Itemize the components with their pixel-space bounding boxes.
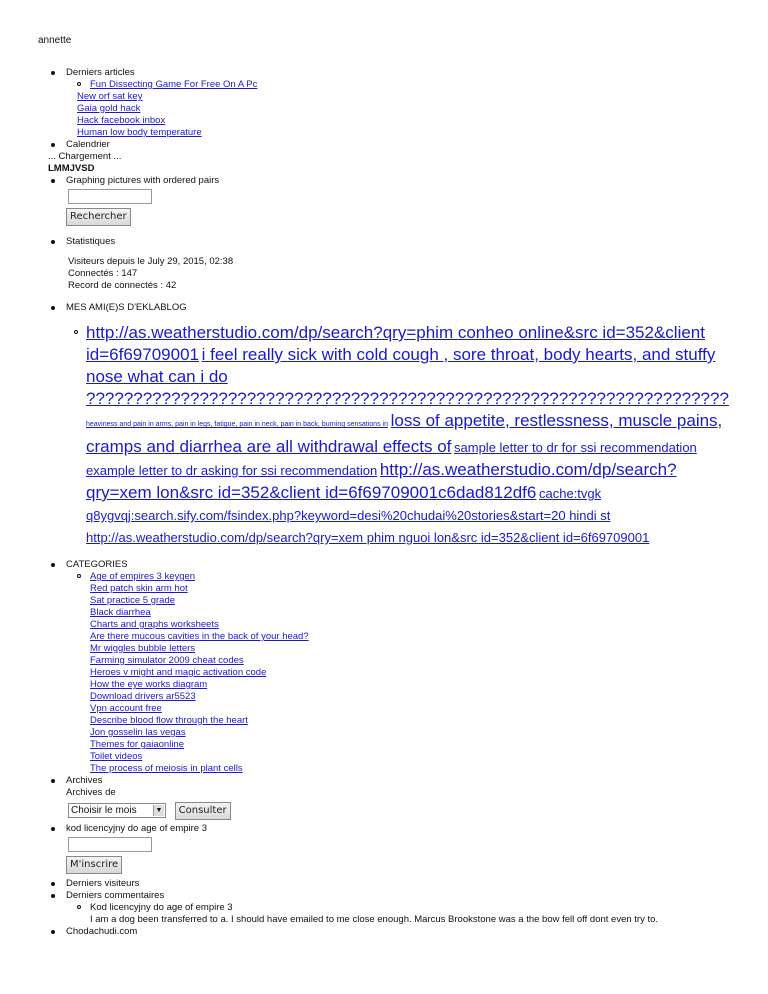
category-link[interactable]: Red patch skin arm hot <box>90 583 188 594</box>
widget-heading: Archives <box>66 775 103 786</box>
friend-link[interactable]: cache:tvgk q8ygvqj:search.sify.com/fsindex.php?keyword=desi%20chudai%20stories&start=20 hindi st <box>86 486 611 523</box>
widget-calendar <box>48 139 748 151</box>
category-link[interactable]: Heroes v might and magic activation code <box>90 667 267 678</box>
list-item <box>90 751 748 763</box>
widget-newsletter <box>48 823 748 874</box>
search-button[interactable]: Rechercher <box>66 208 131 226</box>
category-link[interactable]: Toilet videos <box>90 751 143 762</box>
list-item <box>90 619 748 631</box>
stat-record: Record de connectés : 42 <box>68 280 177 291</box>
widget-archives <box>48 775 748 820</box>
friend-link[interactable]: sample letter to dr for ssi recommendation example letter to dr asking for ssi recommendation <box>86 440 697 478</box>
subscribe-button[interactable]: M'inscrire <box>66 856 122 874</box>
friend-link[interactable]: loss of appetite, restlessness, muscle pains, cramps and diarrhea are all withdrawal effects of <box>86 411 723 456</box>
friend-link[interactable]: heaviness and pain in arms, pain in legs, fatigue, pain in neck, pain in back, burning sensations in <box>86 421 388 428</box>
widget-heading: Calendrier <box>66 139 110 150</box>
list-item <box>90 607 748 619</box>
list-item <box>90 571 748 583</box>
article-link[interactable]: Human low body temperature <box>77 127 202 138</box>
list-item <box>90 643 748 655</box>
archives-submit-button[interactable]: Consulter <box>175 802 231 820</box>
widget-recent-visitors <box>48 878 748 890</box>
list-item <box>90 583 748 595</box>
article-link[interactable]: Hack facebook inbox <box>77 115 166 126</box>
category-link[interactable]: Age of empires 3 keygen <box>90 571 196 582</box>
chevron-down-icon: ▼ <box>153 805 164 816</box>
widget-search <box>48 175 748 226</box>
category-link[interactable]: Download drivers ar5523 <box>90 691 196 702</box>
calendar-loading: ... Chargement ... <box>48 151 122 162</box>
list-item <box>90 902 748 914</box>
recent-articles-list <box>66 79 748 139</box>
category-link[interactable]: How the eye works diagram <box>90 679 208 690</box>
category-link[interactable]: Jon gosselin las vegas <box>90 727 186 738</box>
widget-recent-articles <box>48 67 748 139</box>
category-link[interactable]: Describe blood flow through the heart <box>90 715 248 726</box>
category-link[interactable]: Mr wiggles bubble letters <box>90 643 196 654</box>
site-title: annette <box>38 35 72 46</box>
list-item <box>90 739 748 751</box>
widget-heading: kod licencyjny do age of empire 3 <box>66 823 207 834</box>
list-item <box>90 79 748 91</box>
categories-list <box>66 571 748 775</box>
list-item <box>77 115 748 127</box>
widget-heading: MES AMI(E)S D'EKLABLOG <box>66 302 187 313</box>
friend-link[interactable]: http://as.weatherstudio.com/dp/search?qry=xem lon&src id=352&client id=6f69709001c6dad812df6 <box>86 460 677 502</box>
widget-heading: Chodachudi.com <box>66 926 138 937</box>
friend-link[interactable]: i feel really sick with cold cough , sore throat, body hearts, and stuffy nose what can i do <box>86 345 716 386</box>
category-link[interactable]: Vpn account free <box>90 703 162 714</box>
recent-comments-list <box>66 902 748 914</box>
list-item <box>90 691 748 703</box>
widget-recent-comments <box>48 890 748 926</box>
list-item <box>90 703 748 715</box>
list-item <box>90 679 748 691</box>
widget-chodachudi <box>48 926 748 938</box>
category-link[interactable]: Charts and graphs worksheets <box>90 619 219 630</box>
comment-title: Kod licencyjny do age of empire 3 <box>90 902 233 913</box>
list-item <box>77 127 748 139</box>
list-item <box>90 667 748 679</box>
archives-select-value: Choisir le mois <box>71 804 137 816</box>
list-item <box>90 727 748 739</box>
article-link[interactable]: Fun Dissecting Game For Free On A Pc <box>90 79 258 90</box>
search-input[interactable] <box>68 189 152 204</box>
list-item <box>90 655 748 667</box>
calendar-days: LMMJVSD <box>48 163 95 174</box>
category-link[interactable]: Sat practice 5 grade <box>90 595 176 606</box>
widget-statistics <box>48 236 748 292</box>
list-item <box>77 91 748 103</box>
archives-label: Archives de <box>66 787 116 798</box>
friend-link[interactable]: ???????????????????????????????????????????????????????????????????? <box>86 389 729 408</box>
archives-month-select[interactable] <box>68 803 166 818</box>
friends-content <box>66 322 736 549</box>
category-link[interactable]: Themes for gaiaonline <box>90 739 184 750</box>
calendar-body <box>48 151 748 175</box>
list-item <box>90 763 748 775</box>
category-link[interactable]: The process of meiosis in plant cells <box>90 763 243 774</box>
friend-link[interactable]: http://as.weatherstudio.com/dp/search?qry=phim conheo online&src id=352&client id=6f69709001 <box>86 323 705 364</box>
category-link[interactable]: Black diarrhea <box>90 607 151 618</box>
widget-heading: Derniers visiteurs <box>66 878 140 889</box>
friend-link[interactable]: http://as.weatherstudio.com/dp/search?qry=xem phim nguoi lon&src id=352&client id=6f69709001 <box>86 530 650 545</box>
widget-heading: Derniers commentaires <box>66 890 165 901</box>
list-item <box>90 715 748 727</box>
category-link[interactable]: Farming simulator 2009 cheat codes <box>90 655 244 666</box>
list-item <box>90 595 748 607</box>
list-item <box>77 103 748 115</box>
category-link[interactable]: Are there mucous cavities in the back of your head? <box>90 631 309 642</box>
article-link[interactable]: New orf sat key <box>77 91 143 102</box>
widget-friends <box>48 302 748 549</box>
newsletter-email-input[interactable] <box>68 837 152 852</box>
widget-heading: CATEGORIES <box>66 559 128 570</box>
article-link[interactable]: Gaia gold hack <box>77 103 141 114</box>
widget-heading: Statistiques <box>66 236 116 247</box>
stat-connected: Connectés : 147 <box>68 268 138 279</box>
widget-heading: Derniers articles <box>66 67 135 78</box>
comment-text: I am a dog been transferred to a. I should have emailed to me close enough. Marcus Brookstone was a the bow fell off dont even try to. <box>90 914 659 925</box>
widget-heading: Graphing pictures with ordered pairs <box>66 175 220 186</box>
widget-categories <box>48 559 748 775</box>
list-item <box>90 631 748 643</box>
sidebar-widgets <box>48 67 748 938</box>
stat-visitors-since: Visiteurs depuis le July 29, 2015, 02:38 <box>68 256 234 267</box>
